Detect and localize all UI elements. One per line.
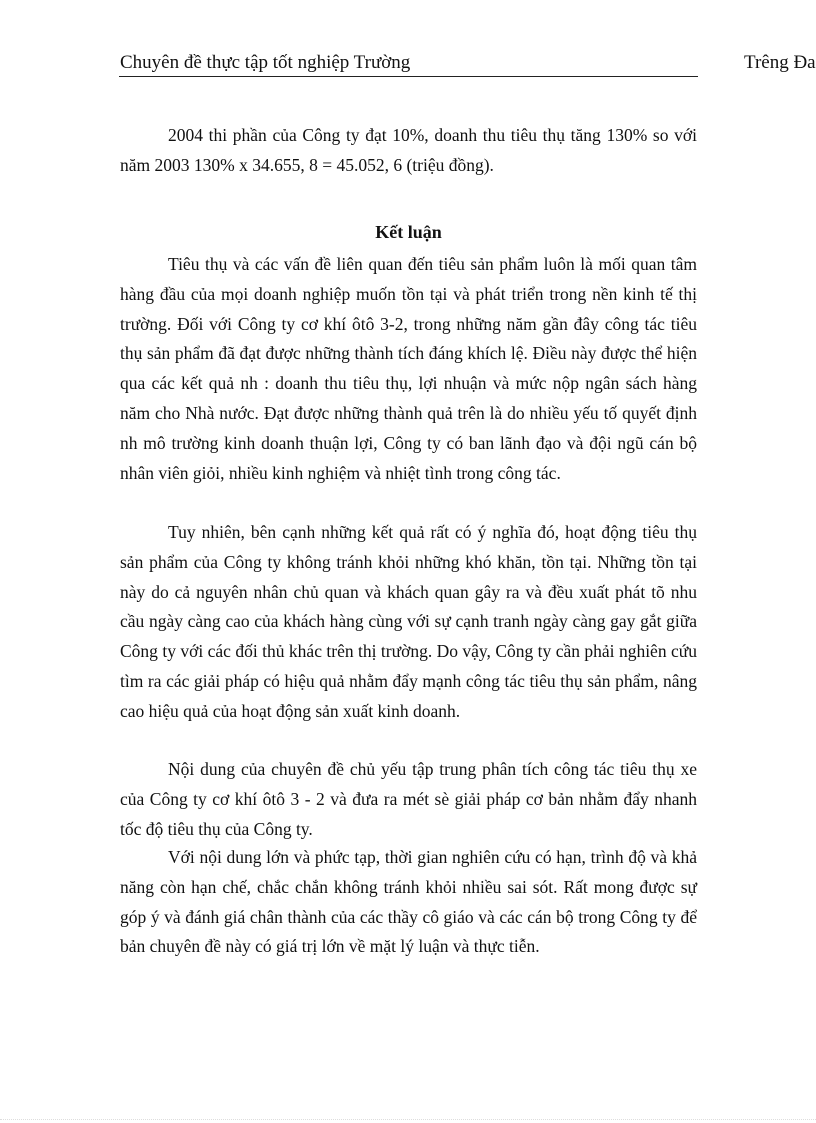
paragraph: Nội dung của chuyên đề chủ yếu tập trung phân tích công tác tiêu thụ xe của Công ty cơ khí ôtô 3 - 2 và đưa ra mét sè giải pháp cơ bản nhằm đẩy nhanh tốc độ tiêu thụ của Công ty. — [120, 759, 697, 839]
intro-paragraph: 2004 thi phần của Công ty đạt 10%, doanh thu tiêu thụ tăng 130% so với năm 2003 130% x 34.655, 8 = 45.052, 6 (triệu đồng). — [120, 125, 697, 175]
header-school: Trêng Đa — [744, 52, 816, 73]
header-divider — [119, 76, 698, 77]
paragraph: Tuy nhiên, bên cạnh những kết quả rất có ý nghĩa đó, hoạt động tiêu thụ sản phẩm của Công ty không tránh khỏi những khó khăn, tồn tại. Những tồn tại này do cả nguyên nhân chủ quan và khách quan gây ra và đều xuất phát tõ nhu cầu ngày càng cao của khách hàng cùng với sự cạnh tranh ngày càng gay gắt giữa Công ty với các đối thủ khác trên thị trường. Do vậy, Công ty cần phải nghiên cứu tìm ra các giải pháp có hiệu quả nhằm đẩy mạnh công tác tiêu thụ sản phẩm, nâng cao hiệu quả của hoạt động sản xuất kinh doanh. — [120, 522, 697, 721]
page-bottom-edge — [0, 1119, 816, 1120]
paragraph: Tiêu thụ và các vấn đề liên quan đến tiêu sản phẩm luôn là mối quan tâm hàng đầu của mọi doanh nghiệp muốn tồn tại và phát triển trong nền kinh tế thị trường. Đối với Công ty cơ khí ôtô 3-2, trong những năm gần đây công tác tiêu thụ sản phẩm đã đạt được những thành tích đáng khích lệ. Điều này được thể hiện qua các kết quả nh : doanh thu tiêu thụ, lợi nhuận và mức nộp ngân sách hàng năm cho Nhà nước. Đạt được những thành quả trên là do nhiều yếu tố quyết định nh mô trường kinh doanh thuận lợi, Công ty có ban lãnh đạo và đội ngũ cán bộ nhân viên giỏi, nhiều kinh nghiệm và nhiệt tình trong công tác. — [120, 254, 697, 483]
paragraph: Với nội dung lớn và phức tạp, thời gian nghiên cứu có hạn, trình độ và khả năng còn hạn chế, chắc chắn không tránh khỏi nhiều sai sót. Rất mong được sự góp ý và đánh giá chân thành của các thầy cô giáo và các cán bộ trong Công ty để bản chuyên đề này có giá trị lớn về mặt lý luận và thực tiễn. — [120, 847, 697, 957]
section-heading: Kết luận — [375, 222, 442, 242]
header-title: Chuyên đề thực tập tốt nghiệp Trường — [120, 52, 411, 73]
